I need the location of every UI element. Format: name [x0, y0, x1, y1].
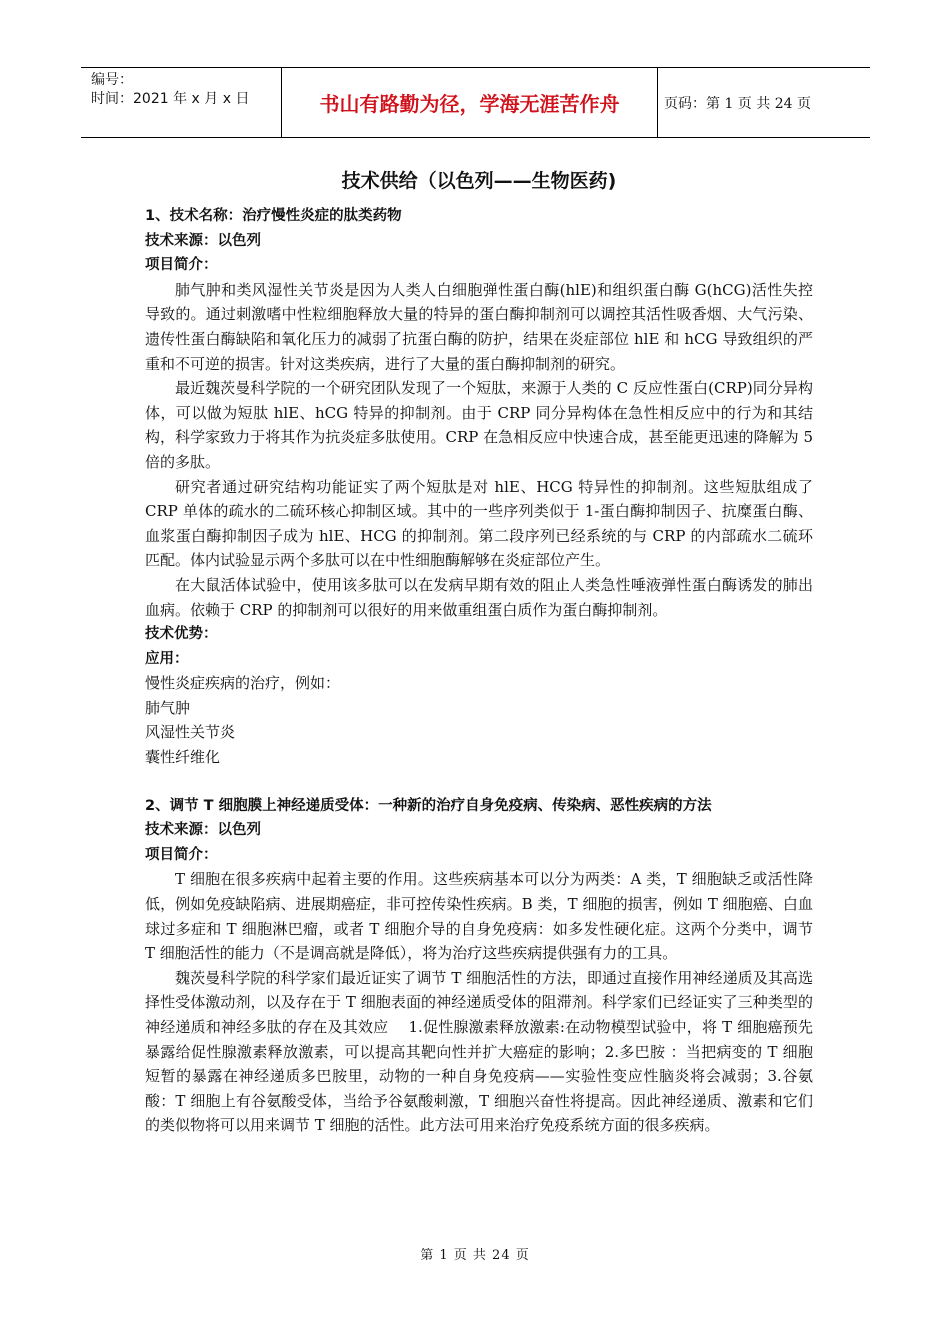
document-title: 技术供给（以色列——生物医药) — [341, 170, 617, 192]
tech1-source: 技术来源：以色列 — [145, 232, 261, 249]
page-footer: 第 1 页 共 24 页 — [420, 1248, 530, 1263]
section-spacer — [145, 770, 813, 794]
document-body — [145, 168, 813, 1138]
tech1-advantage-label: 技术优势： — [145, 626, 218, 643]
tech1-paragraph: 最近魏茨曼科学院的一个研究团队发现了一个短肽，来源于人类的 C 反应性蛋白(CRP)同分异构体，可以做为短肽 hlE、hCG 特异的抑制剂。由于 CRP 同分异构体在急性相反应中的行为和其结构，科学家致力于将其作为抗炎症多肽使用。CRP 在急相反应中快速合成，甚至能更迅速的降解为 5 倍的多肽。 — [145, 379, 813, 471]
page-header — [81, 67, 870, 138]
document-date: 时间：2021 年 x 月 x 日 — [91, 91, 250, 107]
tech2-paragraph: 魏茨曼科学院的科学家们最近证实了调节 T 细胞活性的方法，即通过直接作用神经递质及其高选择性受体激动剂，以及存在于 T 细胞表面的神经递质受体的阻滞剂。科学家们已经证实了三种类型的神经递质和神经多肽的存在及其效应 1.促性腺激素释放激素:在动物模型试验中，将 T 细胞癌预先暴露给促性腺激素释放激素，可以提高其靶向性并扩大癌症的影响；2.多巴胺 ：当把病变的 T 细胞短暂的暴露在神经递质多巴胺里，动物的一种自身免疫病——实验性变应性脑炎将会减弱；3.谷氨酸：T 细胞上有谷氨酸受体，当给予谷氨酸刺激，T 细胞兴奋性将提高。因此神经递质、激素和它们的类似物将可以用来调节 T 细胞的活性。此方法可用来治疗免疫系统方面的很多疾病。 — [145, 968, 813, 1135]
application-item: 囊性纤维化 — [145, 748, 221, 767]
tech1-paragraph: 肺气肿和类风湿性关节炎是因为人类人白细胞弹性蛋白酶(hlE)和组织蛋白酶 G(hCG)活性失控导致的。通过刺激嗜中性粒细胞释放大量的特异的蛋白酶抑制剂可以调控其活性吸香烟、大气污染、遗传性蛋白酶缺陷和氧化压力的减弱了抗蛋白酶的防护，结果在炎症部位 hlE 和 hCG 导致组织的严重和不可逆的损害。针对这类疾病，进行了大量的蛋白酶抑制剂的研究。 — [145, 280, 813, 373]
tech1-paragraph: 研究者通过研究结构功能证实了两个短肽是对 hlE、HCG 特异性的抑制剂。这些短肽组成了 CRP 单体的疏水的二硫环核心抑制区域。其中的一些序列类似于 1-蛋白酶抑制因子、抗糜蛋白酶、血浆蛋白酶抑制因子成为 hlE、HCG 的抑制剂。第二段序列已经系统的与 CRP 的内部疏水二硫环匹配。体内试验显示两个多肽可以在中性细胞酶解够在炎症部位产生。 — [145, 477, 813, 570]
tech-section-2 — [145, 794, 813, 1138]
tech1-intro-label: 项目简介： — [145, 257, 218, 274]
tech2-paragraph: T 细胞在很多疾病中起着主要的作用。这些疾病基本可以分为两类：A 类，T 细胞缺乏或活性降低，例如免疫缺陷病、进展期癌症，非可控传染性疾病。B 类，T 细胞的损害，例如 T 细胞癌、白血球过多症和 T 细胞淋巴瘤，或者 T 细胞介导的自身免疫病：如多发性硬化症。这两个分类中，调节 T 细胞活性的能力（不是调高就是降低），将为治疗这些疾病提供强有力的工具。 — [145, 870, 813, 963]
tech1-name: 1、技术名称：治疗慢性炎症的肽类药物 — [145, 208, 402, 224]
tech1-paragraph: 在大鼠活体试验中，使用该多肽可以在发病早期有效的阻止人类急性唾液弹性蛋白酶诱发的肺出血病。依赖于 CRP 的抑制剂可以很好的用来做重组蛋白质作为蛋白酶抑制剂。 — [145, 575, 813, 619]
document-number-label: 编号： — [91, 72, 133, 88]
tech2-source: 技术来源：以色列 — [145, 822, 261, 839]
application-item: 肺气肿 — [145, 698, 191, 717]
application-item: 风湿性关节炎 — [145, 723, 236, 742]
tech-section-1 — [145, 204, 813, 770]
header-page-info: 页码：第 1 页 共 24 页 — [664, 95, 811, 112]
tech2-intro-label: 项目简介： — [145, 846, 218, 863]
tech1-application-label: 应用： — [145, 650, 189, 667]
header-meta — [81, 68, 282, 137]
header-motto: 书山有路勤为径，学海无涯苦作舟 — [282, 68, 658, 137]
application-item: 慢性炎症疾病的治疗，例如： — [145, 674, 341, 693]
tech2-name: 2、调节 T 细胞膜上神经递质受体：一种新的治疗自身免疫病、传染病、恶性疾病的方法 — [145, 797, 712, 814]
